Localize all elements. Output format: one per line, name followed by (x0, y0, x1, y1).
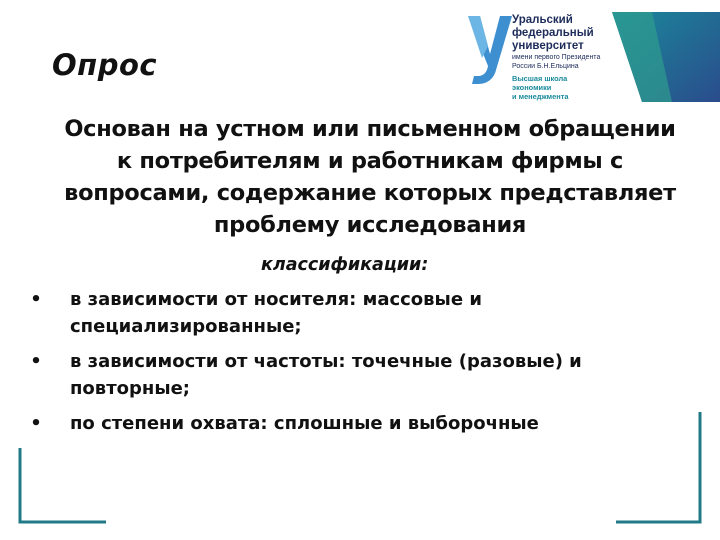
frame-corner-bottom-left (18, 448, 108, 524)
logo-school-line: Высшая школа (512, 74, 568, 83)
logo-line: федеральный (512, 27, 594, 39)
bullet-text: по степени охвата: сплошные и выборочные (70, 413, 539, 434)
ural-logo-mark-icon (466, 14, 514, 86)
bullet-item (22, 348, 702, 402)
logo-school-line: и менеджмента (512, 92, 569, 101)
slide-title: Опрос (52, 48, 158, 82)
logo-subline: имени первого Президента (512, 54, 601, 61)
logo-banner-graphic (612, 12, 720, 102)
frame-corner-bottom-right (616, 412, 702, 524)
bullet-marker: • (30, 413, 42, 434)
lead-paragraph: Основан на устном или письменном обращении к потребителям и работникам фирмы с вопросами, содержание которых представляет проблему исследования (64, 116, 676, 238)
bullet-marker: • (30, 351, 42, 372)
bullet-item (22, 286, 702, 340)
logo-school-line: экономики (512, 83, 552, 92)
logo-text (512, 14, 608, 101)
logo-school (512, 74, 608, 101)
logo-line: университет (512, 40, 584, 52)
logo-subline: России Б.Н.Ельцина (512, 63, 579, 70)
classification-heading: классификации: (261, 255, 429, 275)
bullet-text: в зависимости от частоты: точечные (разовые) и повторные; (70, 351, 582, 399)
logo-line: Уральский (512, 14, 573, 26)
bullet-marker: • (30, 289, 42, 310)
bullet-list (22, 286, 702, 445)
bullet-text: в зависимости от носителя: массовые и специализированные; (70, 289, 482, 337)
bullet-item (22, 410, 702, 437)
university-logo (462, 10, 720, 108)
